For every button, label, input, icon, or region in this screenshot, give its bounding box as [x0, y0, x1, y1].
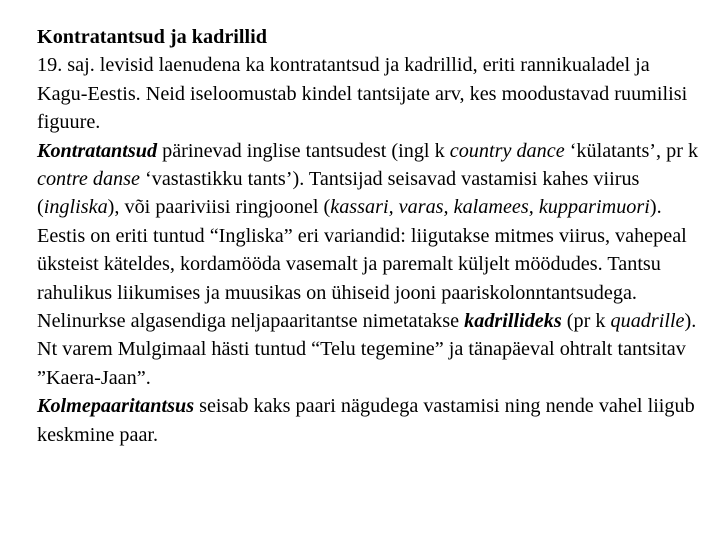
text-segment: ). Nt varem Mulgimaal hästi tuntud “Telu tegemine” ja tänapäeval ohtralt tantsitav ”Kaera-Jaan”. [37, 310, 697, 389]
text-segment: ). Eestis on eriti tuntud “Ingliska” eri variandid: liigutakse mitmes viirus, vahepeal üksteist käteldes, kordamööda vasemalt ja paremalt küljelt möödudes. Tantsu rahulikus liikumises ja muusikas on ühiseid jooni paariskolonntantsudega. [37, 196, 687, 304]
term-kontratantsud: Kontratantsud [37, 139, 158, 162]
kolmepaaritantsus-paragraph [37, 392, 702, 449]
intro-paragraph: 19. saj. levisid laenudena ka kontratantsud ja kadrillid, eriti rannikualadel ja Kagu-Eestis. Neid iseloomustab kindel tantsijate arv, kes moodustavad ruumilisi figuure. [37, 54, 688, 134]
text-segment: ‘külatants’, pr k [564, 139, 699, 162]
example-dances: kassari, varas, kalamees, kupparimuori [330, 196, 650, 219]
example-dance: ingliska [43, 196, 108, 219]
english-term: country dance [449, 139, 565, 162]
term-kadrillideks: kadrillideks [464, 310, 562, 333]
document-page [37, 23, 702, 449]
text-segment: pärinevad inglise tantsudest (ingl k [157, 139, 450, 162]
french-term: contre danse [37, 168, 140, 191]
text-segment: (pr k [561, 310, 611, 333]
document-title: Kontratantsud ja kadrillid [37, 26, 267, 48]
french-term: quadrille [610, 310, 685, 333]
term-kolmepaaritantsus: Kolmepaaritantsus [37, 395, 195, 418]
text-segment: ), või paariviisi ringjoonel ( [107, 196, 331, 219]
kadrillid-paragraph [37, 307, 702, 392]
text-segment: ‘vastastikku tants’). Tantsijad seisavad vastamisi kahes viirus ( [37, 168, 640, 219]
kontratantsud-paragraph [37, 137, 702, 307]
text-segment: seisab kaks paari nägudega vastamisi ning nende vahel liigub keskmine paar. [37, 395, 695, 446]
text-segment: Nelinurkse algasendiga neljapaaritantse nimetatakse [37, 310, 465, 333]
